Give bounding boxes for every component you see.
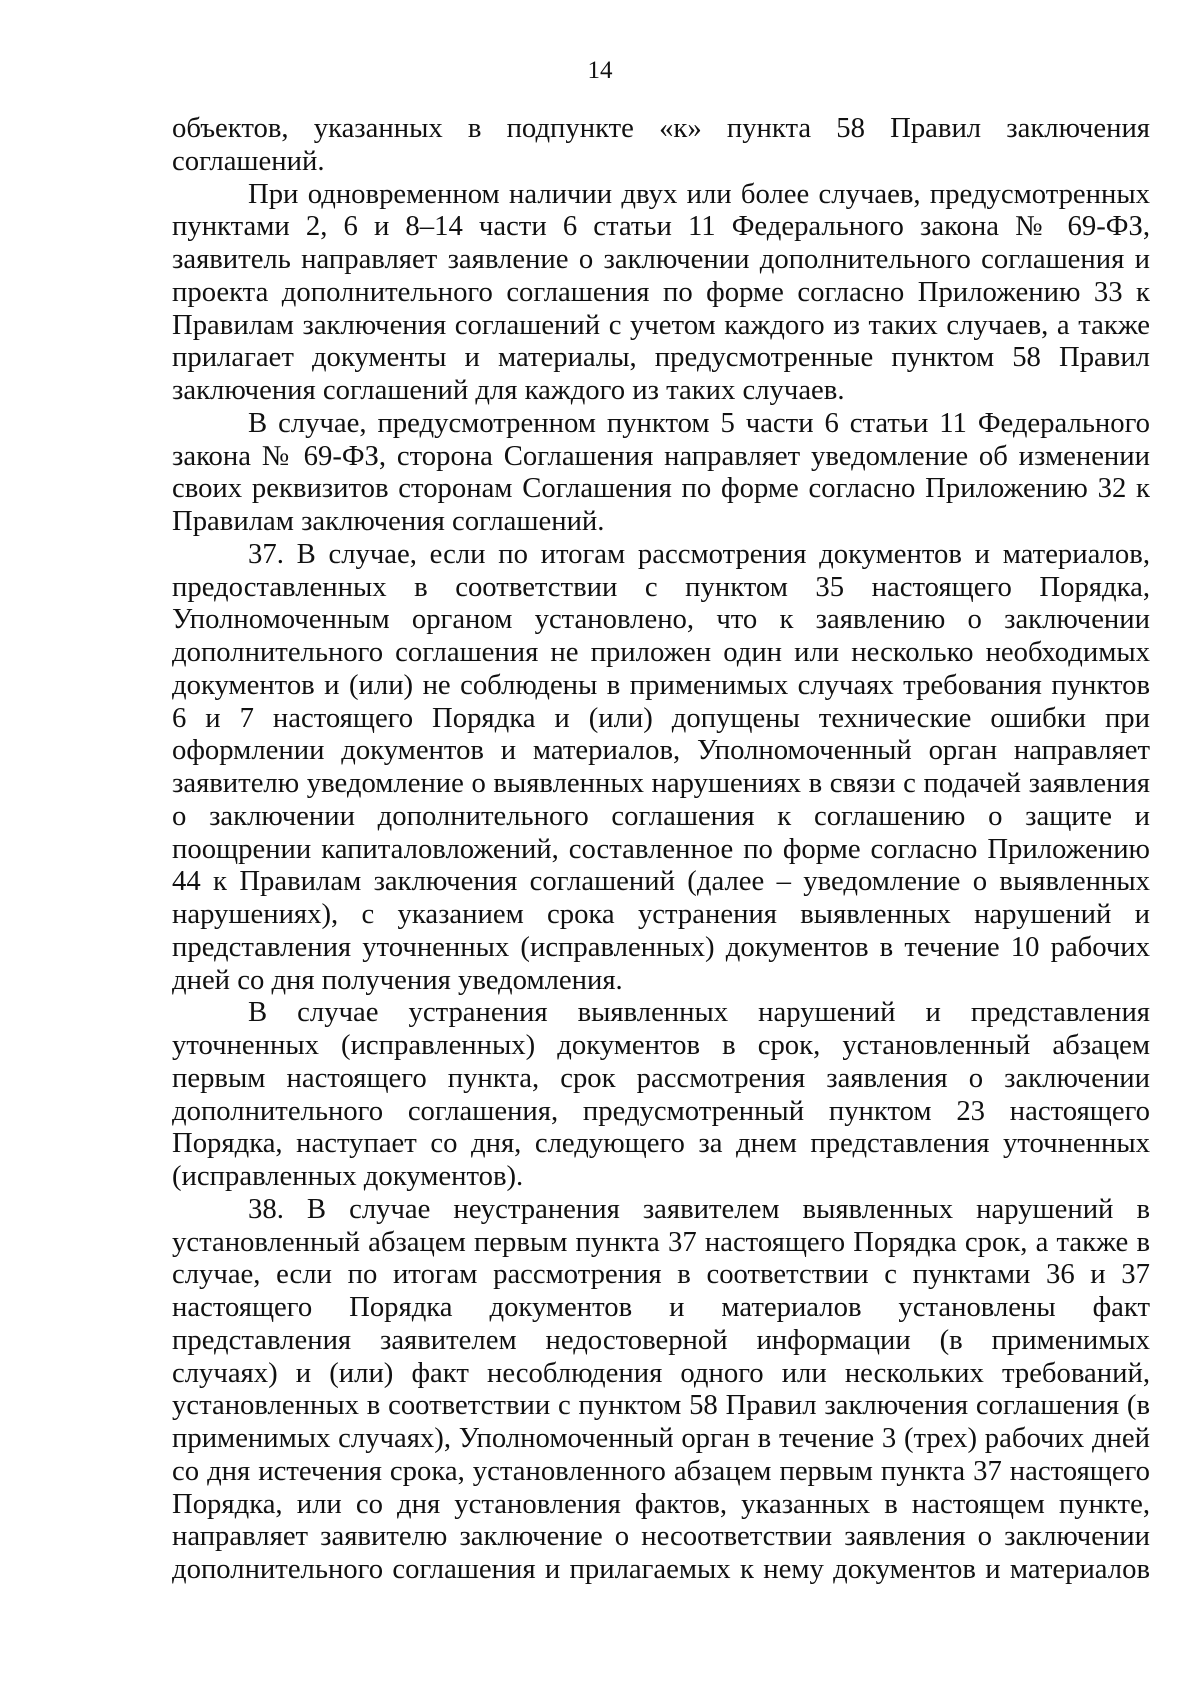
paragraph-requisites-change: В случае, предусмотренном пунктом 5 части 6 статьи 11 Федерального закона № 69-ФЗ, сторона Соглашения направляет уведомление об изменении своих реквизитов сторонам Соглашения по форме согласно Приложению 32 к Правилам заключения соглашений. [172, 406, 1150, 537]
paragraph-clause-37: 37. В случае, если по итогам рассмотрения документов и материалов, предоставленных в соответствии с пунктом 35 настоящего Порядка, Уполномоченным органом установлено, что к заявлению о заключении дополнительного соглашения не приложен один или несколько необходимых документов и (или) не соблюдены в применимых случаях требования пунктов 6 и 7 настоящего Порядка и (или) допущены технические ошибки при оформлении документов и материалов, Уполномоченный орган направляет заявителю уведомление о выявленных нарушениях в связи с подачей заявления о заключении дополнительного соглашения к соглашению о защите и поощрении капиталовложений, составленное по форме согласно Приложению 44 к Правилам заключения соглашений (далее – уведомление о выявленных нарушениях), с указанием срока устранения выявленных нарушений и представления уточненных (исправленных) документов в течение 10 рабочих дней со дня получения уведомления. [172, 537, 1150, 996]
paragraph-multiple-cases: При одновременном наличии двух или более случаев, предусмотренных пунктами 2, 6 и 8–14 части 6 статьи 11 Федерального закона № 69-ФЗ, заявитель направляет заявление о заключении дополнительного соглашения и проекта дополнительного соглашения по форме согласно Приложению 33 к Правилам заключения соглашений с учетом каждого из таких случаев, а также прилагает документы и материалы, предусмотренные пунктом 58 Правил заключения соглашений для каждого из таких случаев. [172, 177, 1150, 406]
paragraph-continuation: объектов, указанных в подпункте «к» пункта 58 Правил заключения соглашений. [172, 112, 1150, 177]
paragraph-clause-37-remedy: В случае устранения выявленных нарушений и представления уточненных (исправленных) документов в срок, установленный абзацем первым настоящего пункта, срок рассмотрения заявления о заключении дополнительного соглашения, предусмотренный пунктом 23 настоящего Порядка, наступает со дня, следующего за днем представления уточненных (исправленных документов). [172, 996, 1150, 1192]
paragraph-clause-38: 38. В случае неустранения заявителем выявленных нарушений в установленный абзацем первым пункта 37 настоящего Порядка срок, а также в случае, если по итогам рассмотрения в соответствии с пунктами 36 и 37 настоящего Порядка документов и материалов установлены факт представления заявителем недостоверной информации (в применимых случаях) и (или) факт несоблюдения одного или нескольких требований, установленных в соответствии с пунктом 58 Правил заключения соглашения (в применимых случаях), Уполномоченный орган в течение 3 (трех) рабочих дней со дня истечения срока, установленного абзацем первым пункта 37 настоящего Порядка, или со дня установления фактов, указанных в настоящем пункте, направляет заявителю заключение о несоответствии заявления о заключении дополнительного соглашения и прилагаемых к нему документов и материалов [172, 1192, 1150, 1585]
document-body [172, 112, 1150, 1586]
page-number: 14 [587, 57, 613, 84]
